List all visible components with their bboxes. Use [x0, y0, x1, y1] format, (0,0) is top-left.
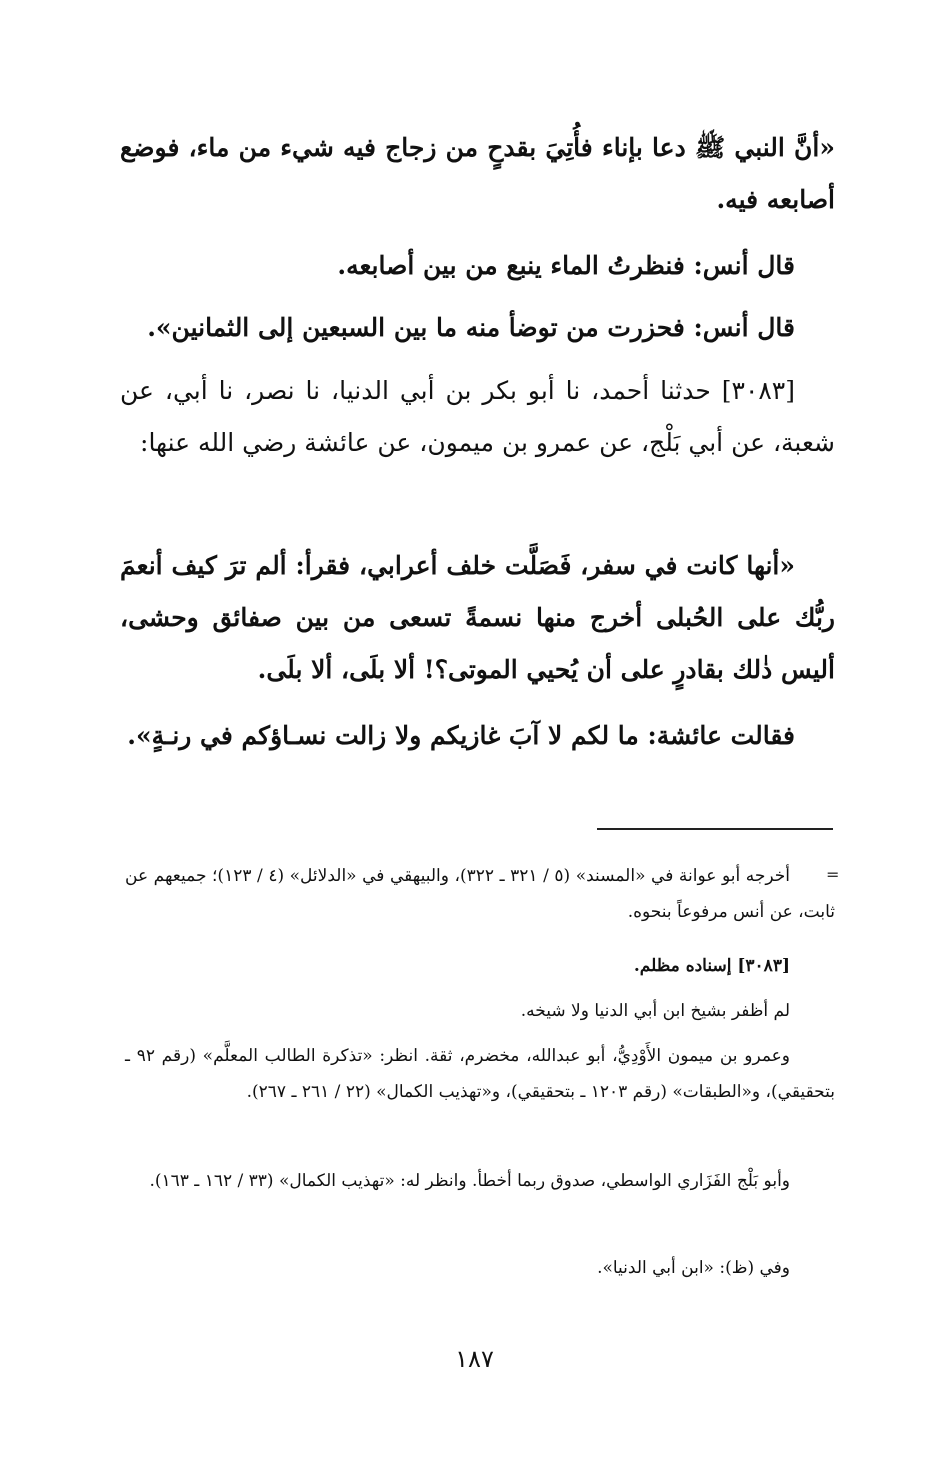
paragraph-isnad-3083: [٣٠٨٣] حدثنا أحمد، نا أبو بكر بن أبي الدنيا، نا نصر، نا أبي، عن شعبة، عن أبي بَلْج، عن عمرو بن ميمون، عن عائشة رضي الله عنها: [120, 376, 835, 457]
footnote-takhrij: أخرجه أبو عوانة في «المسند» (٥ / ٣٢١ ـ ٣٢٢)، والبيهقي في «الدلائل» (٤ / ١٢٣)؛ جميعهم عن ثابت، عن أنس مرفوعاً بنحوه. [125, 866, 835, 922]
footnote-amr-ibn-maymun: وعمرو بن ميمون الأَوْدِيُّ، أبو عبدالله، مخضرم، ثقة. انظر: «تذكرة الطالب المعلَّم» (رقم ٩٢ ـ بتحقيقي)، و«الطبقات» (رقم ١٢٠٣ ـ بتحقيقي)، و«تهذيب الكمال» (٢٢ / ٢٦١ ـ ٢٦٧). [125, 1046, 835, 1102]
footnote-abu-balj: وأبو بَلْج الفَزَاري الواسطي، صدوق ربما أخطأ. وانظر له: «تهذيب الكمال» (٣٣ / ١٦٢ ـ ١٦٣). [149, 1171, 790, 1191]
footnote-variant-z: وفي (ظ): «ابن أبي الدنيا». [597, 1258, 790, 1278]
footnote-separator [597, 828, 833, 830]
footnote-shaykh: لم أظفر بشيخ ابن أبي الدنيا ولا شيخه. [520, 1001, 790, 1021]
paragraph-anas-estimate: قال أنس: فحزرت من توضأ منه ما بين السبعين إلى الثمانين». [147, 313, 795, 342]
paragraph-hadith-water: «أنَّ النبي ﷺ دعا بإناء فأُتِيَ بقدحٍ من زجاج فيه شيء من ماء، فوضع أصابعه فيه. [120, 133, 835, 214]
continuation-marker: = [826, 865, 840, 884]
paragraph-aisha-reply: فقالت عائشة: ما لكم لا آبَ غازيكم ولا زالت نسـاؤكم في رنـةٍ». [127, 721, 795, 750]
paragraph-anas-saw-water: قال أنس: فنظرتُ الماء ينبع من بين أصابعه. [337, 251, 795, 280]
page-number: ١٨٧ [455, 1345, 494, 1373]
footnote-isnad-grade: [٣٠٨٣] إسناده مظلم. [633, 956, 790, 976]
paragraph-aisha-hadith: «أنها كانت في سفر، فَصَلَّت خلف أعرابي، فقرأ: ألم ترَ كيف أنعمَ ربُّك على الحُبلى أخرج منها نسمةً تسعى من بين صفائق وحشى، أليس ذٰلك بقادرٍ على أن يُحيي الموتى؟! ألا بلَى، ألا بلَى. [120, 551, 835, 684]
